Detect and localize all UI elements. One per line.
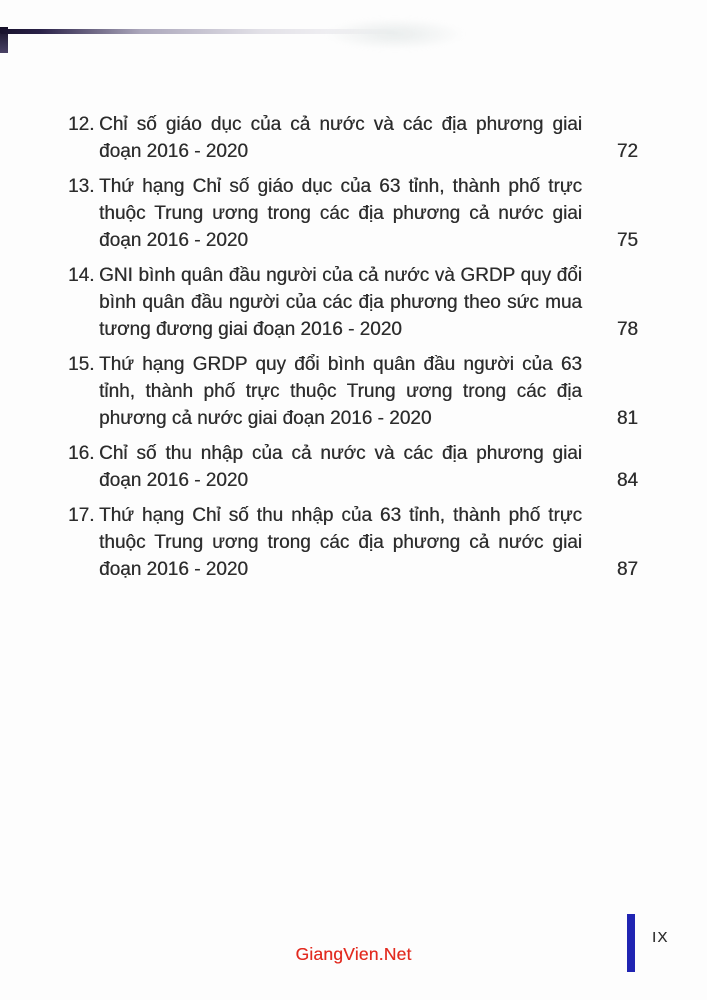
- page-number-marker: [627, 914, 669, 972]
- toc-entry-title: Thứ hạng GRDP quy đổi bình quân đầu người của 63 tỉnh, thành phố trực thuộc Trung ương trong các địa phương cả nước giai đoạn 2016 - 2020: [99, 354, 582, 429]
- toc-entry-title: GNI bình quân đầu người của cả nước và GRDP quy đổi bình quân đầu người của các địa phương theo sức mua tương đương giai đoạn 2016 - 2020: [99, 265, 582, 340]
- toc-entry-page-number: 84: [616, 470, 638, 491]
- page-marker-bar: [627, 914, 635, 972]
- toc-entry: [68, 262, 638, 343]
- bleed-through-smudge: [325, 18, 465, 50]
- toc-entry-number: 17.: [68, 505, 95, 526]
- toc-entry-number: 13.: [68, 176, 95, 197]
- toc-entry-page-number: 78: [616, 319, 638, 340]
- toc-entry-title: Thứ hạng Chỉ số thu nhập của 63 tỉnh, thành phố trực thuộc Trung ương trong các địa phương cả nước giai đoạn 2016 - 2020: [99, 505, 582, 580]
- toc-entry-page-number: 75: [616, 230, 638, 251]
- toc-entry: [68, 173, 638, 254]
- toc-entry: [68, 351, 638, 432]
- toc-entry-number: 16.: [68, 443, 95, 464]
- toc-entry-page-number: 87: [616, 559, 638, 580]
- toc-entry-number: 14.: [68, 265, 95, 286]
- toc-entry-page-number: 72: [616, 141, 638, 162]
- watermark-link[interactable]: GiangVien.Net: [295, 944, 412, 964]
- toc-entry: [68, 502, 638, 583]
- page-roman-numeral: IX: [652, 928, 669, 946]
- toc-entry-page-number: 81: [616, 408, 638, 429]
- toc-entry-title: Chỉ số giáo dục của cả nước và các địa phương giai đoạn 2016 - 2020: [99, 114, 582, 162]
- toc-entry-title: Thứ hạng Chỉ số giáo dục của 63 tỉnh, thành phố trực thuộc Trung ương trong các địa phương cả nước giai đoạn 2016 - 2020: [99, 176, 582, 251]
- toc-entry-number: 12.: [68, 114, 95, 135]
- toc-entry-title: Chỉ số thu nhập của cả nước và các địa phương giai đoạn 2016 - 2020: [99, 443, 582, 491]
- toc-entry: [68, 111, 638, 165]
- toc-list: [68, 111, 638, 591]
- toc-entry: [68, 440, 638, 494]
- toc-entry-number: 15.: [68, 354, 95, 375]
- footer-watermark-area: [0, 944, 707, 965]
